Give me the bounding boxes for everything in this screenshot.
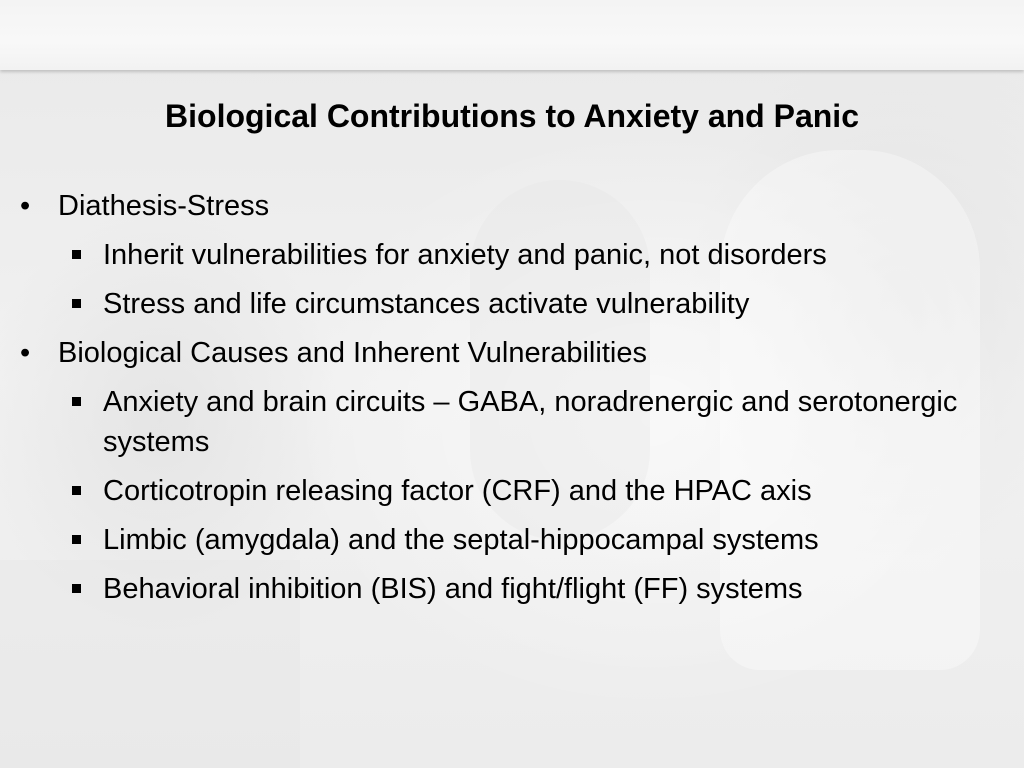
- sub-bullet-text: Stress and life circumstances activate vulnerability: [103, 288, 750, 320]
- sub-bullet-item: [0, 569, 1024, 609]
- sub-bullet-text: Inherit vulnerabilities for anxiety and panic, not disorders: [103, 239, 827, 271]
- sub-bullet-text: Anxiety and brain circuits – GABA, noradrenergic and serotonergic systems: [103, 386, 958, 458]
- sub-bullet-text: Behavioral inhibition (BIS) and fight/flight (FF) systems: [103, 573, 803, 605]
- bullet-text: Diathesis-Stress: [58, 190, 270, 222]
- square-bullet-icon: [72, 397, 81, 406]
- header-band: [0, 0, 1024, 70]
- sub-bullet-text: Corticotropin releasing factor (CRF) and the HPAC axis: [103, 475, 812, 507]
- bullet-item: [0, 333, 1024, 373]
- square-bullet-icon: [72, 250, 81, 259]
- square-bullet-icon: [72, 299, 81, 308]
- sub-bullet-text: Limbic (amygdala) and the septal-hippocampal systems: [103, 524, 819, 556]
- bullet-dot-icon: •: [20, 337, 31, 369]
- bullet-dot-icon: •: [20, 190, 31, 222]
- sub-bullet-item: [0, 382, 1024, 462]
- sub-bullet-item: [0, 471, 1024, 511]
- sub-bullet-item: [0, 520, 1024, 560]
- bullet-text: Biological Causes and Inherent Vulnerabilities: [58, 337, 647, 369]
- sub-bullet-item: [0, 235, 1024, 275]
- square-bullet-icon: [72, 584, 81, 593]
- bullet-list: [0, 186, 1024, 618]
- bullet-item: [0, 186, 1024, 226]
- slide-title: Biological Contributions to Anxiety and Panic: [165, 98, 859, 134]
- square-bullet-icon: [72, 535, 81, 544]
- square-bullet-icon: [72, 486, 81, 495]
- sub-bullet-item: [0, 284, 1024, 324]
